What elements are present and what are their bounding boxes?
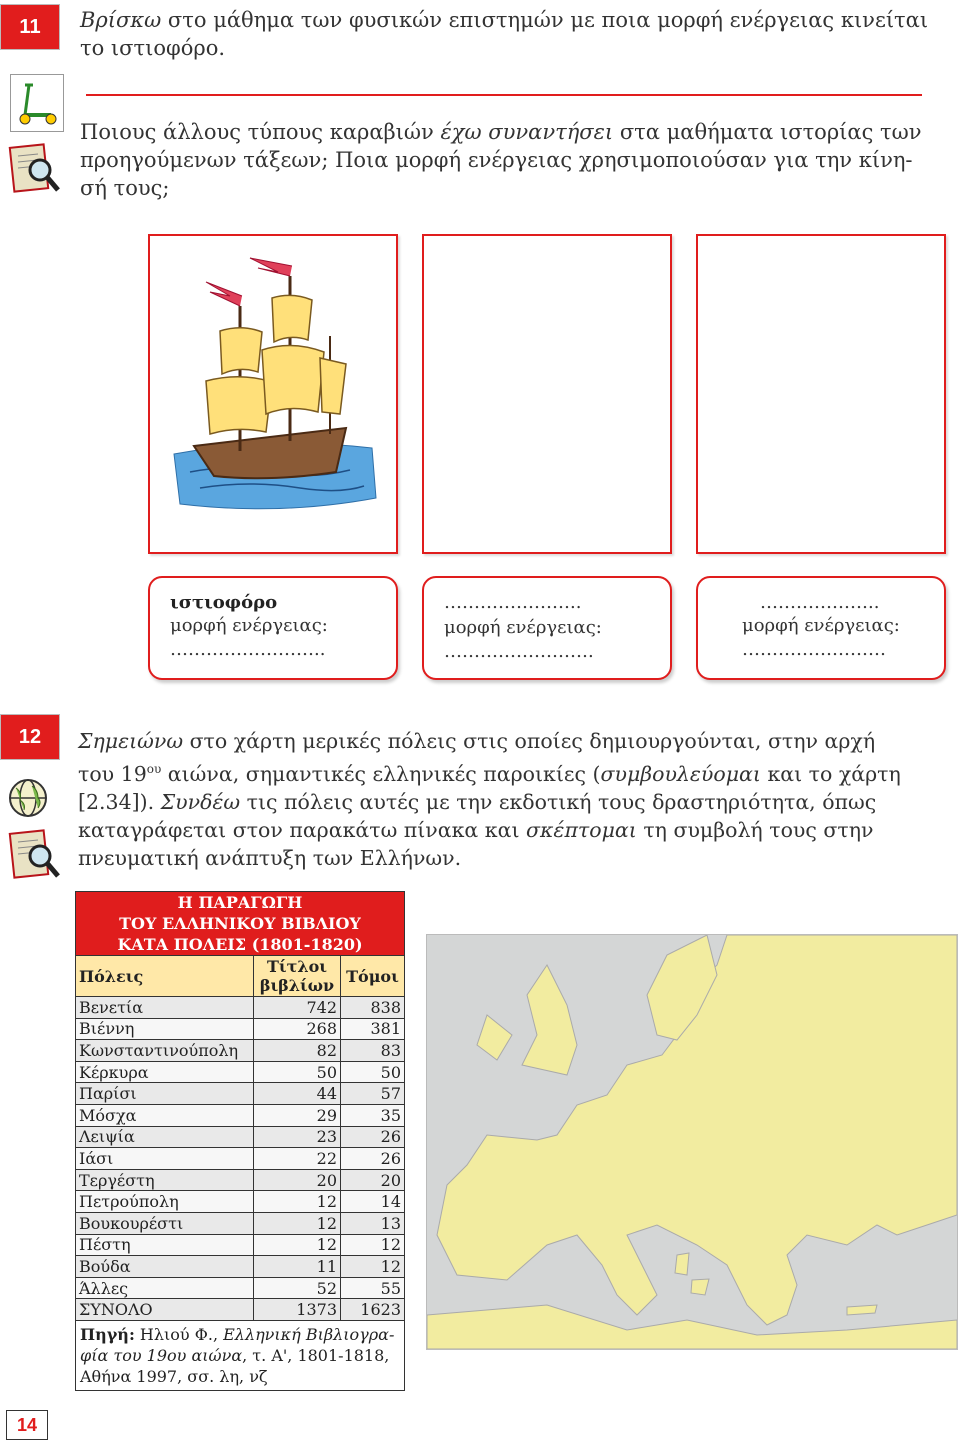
volumes-cell: 50 [341,1061,405,1083]
globe-icon [8,778,48,818]
col-header-volumes: Τόμοι [341,956,405,997]
titles-cell: 1373 [253,1299,340,1321]
ship-image-frame-empty-1 [422,234,672,554]
energy-value: …………………… [742,639,886,660]
volumes-cell: 35 [341,1104,405,1126]
table-source: Πηγή: Ηλιού Φ., Ελληνική Βιβλιογρα- φία του 19ου αιώνα, τ. Α', 1801-1818, Αθήνα 1997, σσ. λη, νζ [76,1320,405,1390]
book-production-table [75,891,405,1391]
table-row [76,1104,405,1126]
ship-card-1 [148,576,398,680]
table-row [76,1169,405,1191]
energy-value: ……………………. [444,641,594,662]
ship-card-title: ………………….. [444,592,582,613]
city-cell: Λειψία [76,1126,254,1148]
volumes-cell: 12 [341,1234,405,1256]
titles-cell: 50 [253,1061,340,1083]
table-caption: Η ΠΑΡΑΓΩΓΗ ΤΟΥ ΕΛΛΗΝΙΚΟΥ ΒΙΒΛΙΟΥ ΚΑΤΑ ΠΟΛΕΙΣ (1801-1820) [76,892,405,956]
activity11-intro: Βρίσκω στο μάθημα των φυσικών επιστημών με ποια μορφή ενέργειας κινείται το ιστιοφόρο. [80,8,929,60]
table-row [76,1191,405,1213]
volumes-cell: 381 [341,1018,405,1040]
titles-cell: 12 [253,1191,340,1213]
titles-cell: 20 [253,1169,340,1191]
ship-card-3 [696,576,946,680]
ship-image-frame-empty-2 [696,234,946,554]
volumes-cell: 83 [341,1040,405,1062]
volumes-cell: 57 [341,1083,405,1105]
table-row [76,1018,405,1040]
ship-image-frame [148,234,398,554]
city-cell: Μόσχα [76,1104,254,1126]
titles-cell: 11 [253,1256,340,1278]
energy-label: μορφή ενέργειας: [444,617,602,638]
titles-cell: 268 [253,1018,340,1040]
city-cell: Κέρκυρα [76,1061,254,1083]
sailing-ship-illustration [150,236,396,552]
volumes-cell: 12 [341,1256,405,1278]
table-row [76,1148,405,1170]
volumes-cell: 838 [341,997,405,1019]
city-cell: Κωνσταντινούπολη [76,1040,254,1062]
city-cell: Άλλες [76,1277,254,1299]
volumes-cell: 20 [341,1169,405,1191]
europe-blank-map [426,934,958,1350]
city-cell: Πετρούπολη [76,1191,254,1213]
col-header-titles: Τίτλοι βιβλίων [253,956,340,997]
volumes-cell: 1623 [341,1299,405,1321]
city-cell: ΣΥΝΟΛΟ [76,1299,254,1321]
magnifier-book-icon [8,142,62,194]
activity12-text: Σημειώνω στο χάρτη μερικές πόλεις στις οποίες δημιουργούνται, στην αρχή του $19^{o\upsilon}$ αιώνα, σημαντικές ελληνικές παροικίες (συμβουλεύομαι και το χάρτη [2.34]). Συνδέω τις πόλεις αυτές με την εκδοτική τους δραστηριότητα, όπως καταγράφεται στον παρακάτω πίνακα και σκέπτομαι τη συμβολή τους στην πνευματική ανάπτυξη των Ελλήνων. [78,729,901,870]
volumes-cell: 26 [341,1148,405,1170]
city-cell: Βιέννη [76,1018,254,1040]
city-cell: Βούδα [76,1256,254,1278]
titles-cell: 44 [253,1083,340,1105]
table-row [76,1212,405,1234]
city-cell: Βουκουρέστι [76,1212,254,1234]
energy-label: μορφή ενέργειας: [742,615,900,636]
table-row [76,997,405,1019]
titles-cell: 12 [253,1212,340,1234]
table-row [76,1256,405,1278]
magnifier-book-icon [8,828,62,880]
energy-label: μορφή ενέργειας: [170,615,328,636]
page-number: 14 [6,1410,48,1440]
ship-card-title: ιστιοφόρο [170,592,278,613]
city-cell: Βενετία [76,997,254,1019]
table-row [76,1234,405,1256]
city-cell: Πέστη [76,1234,254,1256]
city-cell: Τεργέστη [76,1169,254,1191]
col-header-city: Πόλεις [76,956,254,997]
answer-line [86,94,922,96]
table-row [76,1277,405,1299]
volumes-cell: 13 [341,1212,405,1234]
titles-cell: 82 [253,1040,340,1062]
volumes-cell: 55 [341,1277,405,1299]
volumes-cell: 26 [341,1126,405,1148]
titles-cell: 22 [253,1148,340,1170]
city-cell: Ιάσι [76,1148,254,1170]
titles-cell: 12 [253,1234,340,1256]
ship-card-2 [422,576,672,680]
activity-number-12: 12 [0,714,60,760]
table-row [76,1040,405,1062]
ship-card-title: ……………….. [760,592,880,613]
titles-cell: 742 [253,997,340,1019]
activity11-question: Ποιους άλλους τύπους καραβιών έχω συναντήσει στα μαθήματα ιστορίας των προηγούμενων τάξεων; Ποια μορφή ενέργειας χρησιμοποιούσαν για την κίνη- σή τους; [80,120,922,200]
titles-cell: 23 [253,1126,340,1148]
table-row [76,1083,405,1105]
city-cell: Παρίσι [76,1083,254,1105]
table-row [76,1299,405,1321]
table-row [76,1126,405,1148]
activity-number-11: 11 [0,4,60,50]
energy-value: …………………….. [170,639,326,660]
scooter-icon [10,74,64,132]
titles-cell: 52 [253,1277,340,1299]
volumes-cell: 14 [341,1191,405,1213]
titles-cell: 29 [253,1104,340,1126]
table-row [76,1061,405,1083]
